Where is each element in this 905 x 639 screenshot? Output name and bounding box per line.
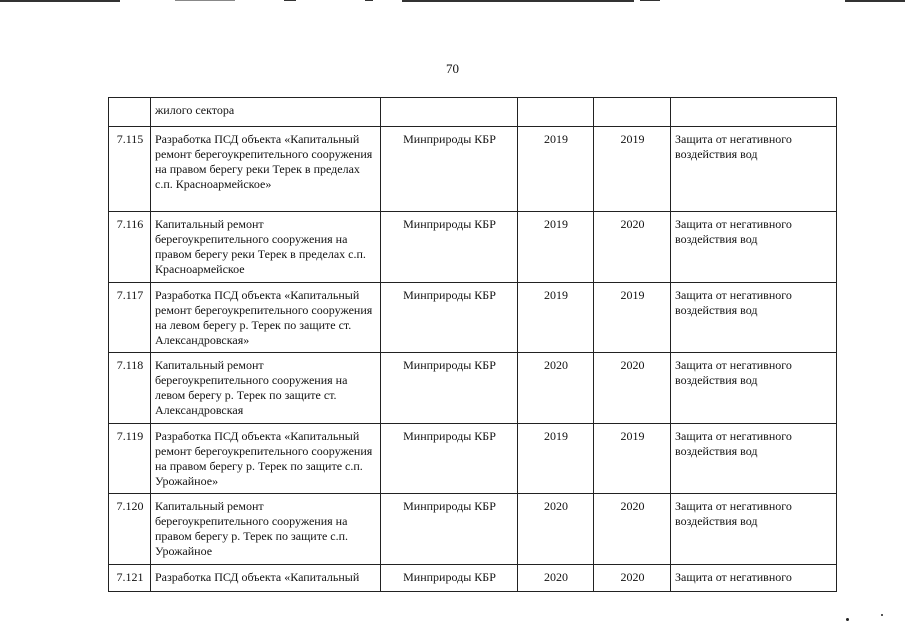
row-number [109, 98, 151, 127]
scan-artifact [402, 0, 634, 2]
start-year: 2020 [518, 565, 594, 592]
start-year: 2020 [518, 353, 594, 424]
responsible-org: Минприроды КБР [381, 127, 518, 212]
measure-name: Разработка ПСД объекта «Капитальный ремонт берегоукрепительного сооружения на правом берегу р. Терек по защите с.п. Урожайное» [151, 424, 381, 494]
end-year: 2019 [594, 424, 671, 494]
end-year: 2020 [594, 565, 671, 592]
scan-artifact [0, 0, 120, 2]
end-year [594, 98, 671, 127]
table-row [109, 565, 837, 592]
scan-speck [881, 614, 883, 616]
scan-artifact [845, 0, 905, 2]
responsible-org: Минприроды КБР [381, 565, 518, 592]
table-row [109, 283, 837, 353]
start-year: 2019 [518, 127, 594, 212]
responsible-org: Минприроды КБР [381, 283, 518, 353]
start-year: 2020 [518, 494, 594, 565]
responsible-org: Минприроды КБР [381, 212, 518, 283]
measure-name: жилого сектора [151, 98, 381, 127]
responsible-org: Минприроды КБР [381, 424, 518, 494]
measure-goal: Защита от негативного воздействия вод [671, 283, 837, 353]
responsible-org [381, 98, 518, 127]
responsible-org: Минприроды КБР [381, 353, 518, 424]
measure-goal: Защита от негативного воздействия вод [671, 353, 837, 424]
row-number: 7.120 [109, 494, 151, 565]
scan-artifact [365, 0, 373, 1]
scan-artifact [284, 0, 296, 1]
measure-name: Разработка ПСД объекта «Капитальный [151, 565, 381, 592]
measure-name: Капитальный ремонт берегоукрепительного сооружения на правом берегу реки Терек в пределах с.п. Красноармейское [151, 212, 381, 283]
scan-artifact [640, 0, 660, 1]
table-row [109, 127, 837, 212]
table-row [109, 98, 837, 127]
end-year: 2020 [594, 494, 671, 565]
table-row [109, 353, 837, 424]
table-row [109, 212, 837, 283]
page-number: 70 [446, 61, 459, 76]
row-number: 7.119 [109, 424, 151, 494]
start-year: 2019 [518, 283, 594, 353]
table-row [109, 494, 837, 565]
end-year: 2019 [594, 283, 671, 353]
start-year: 2019 [518, 424, 594, 494]
start-year: 2019 [518, 212, 594, 283]
end-year: 2020 [594, 353, 671, 424]
measure-goal: Защита от негативного [671, 565, 837, 592]
row-number: 7.116 [109, 212, 151, 283]
scan-artifact [175, 0, 235, 1]
table-row [109, 424, 837, 494]
measure-goal: Защита от негативного воздействия вод [671, 424, 837, 494]
row-number: 7.115 [109, 127, 151, 212]
measure-goal: Защита от негативного воздействия вод [671, 494, 837, 565]
row-number: 7.117 [109, 283, 151, 353]
end-year: 2020 [594, 212, 671, 283]
measure-name: Капитальный ремонт берегоукрепительного сооружения на правом берегу р. Терек по защите с.п. Урожайное [151, 494, 381, 565]
scan-speck [846, 618, 849, 621]
row-number: 7.118 [109, 353, 151, 424]
measure-name: Разработка ПСД объекта «Капитальный ремонт берегоукрепительного сооружения на левом берегу р. Терек по защите ст. Александровская» [151, 283, 381, 353]
program-measures-table [108, 97, 837, 592]
responsible-org: Минприроды КБР [381, 494, 518, 565]
measure-goal: Защита от негативного воздействия вод [671, 212, 837, 283]
end-year: 2019 [594, 127, 671, 212]
measure-goal: Защита от негативного воздействия вод [671, 127, 837, 212]
measure-goal [671, 98, 837, 127]
measure-name: Разработка ПСД объекта «Капитальный ремонт берегоукрепительного сооружения на правом берегу реки Терек в пределах с.п. Красноармейское» [151, 127, 381, 212]
start-year [518, 98, 594, 127]
row-number: 7.121 [109, 565, 151, 592]
measure-name: Капитальный ремонт берегоукрепительного сооружения на левом берегу р. Терек по защите ст. Александровская [151, 353, 381, 424]
